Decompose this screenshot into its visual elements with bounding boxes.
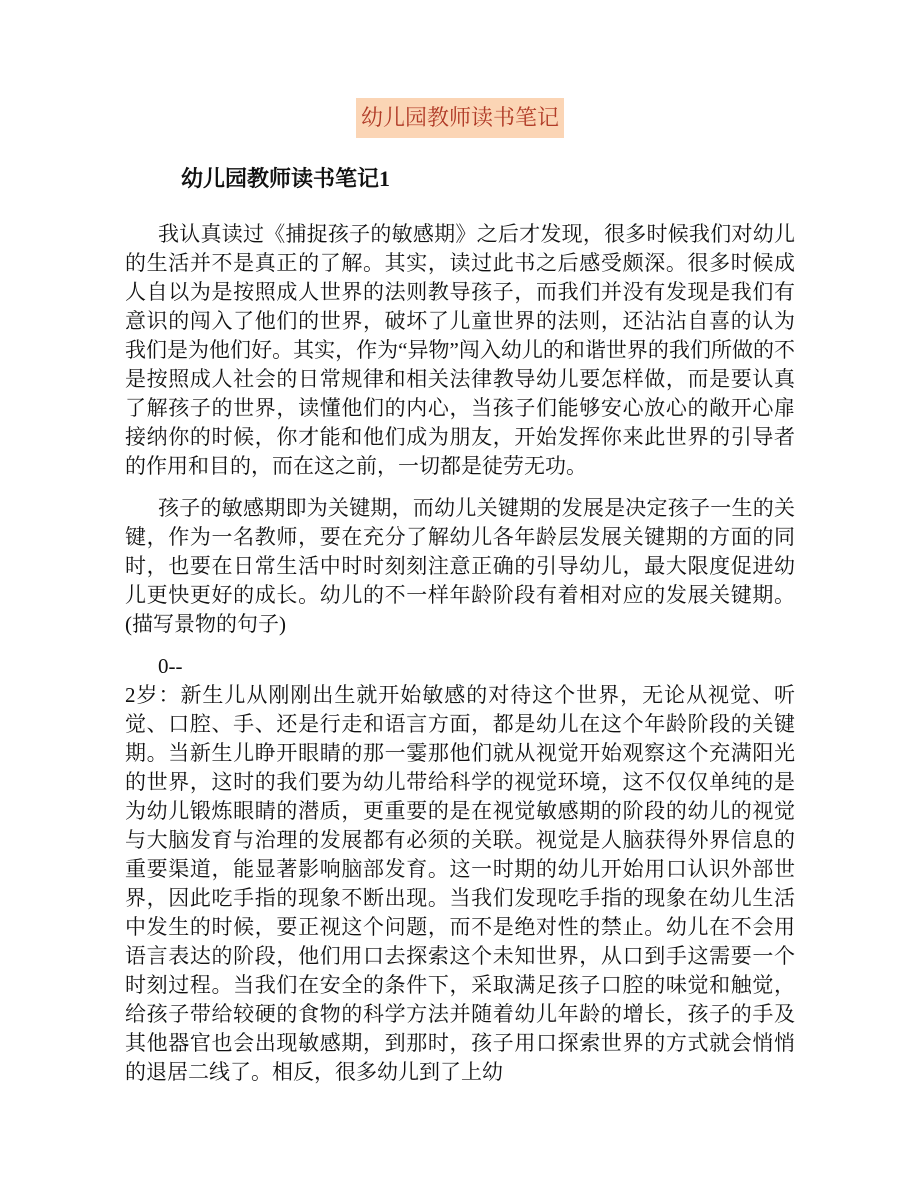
title-line (125, 98, 795, 138)
paragraph: 0-- (158, 654, 183, 678)
document-title: 幼儿园教师读书笔记 (356, 98, 564, 138)
paragraph: 我认真读过《捕捉孩子的敏感期》之后才发现，很多时候我们对幼儿的生活并不是真正的了解。其实，读过此书之后感受颇深。很多时候成人自以为是按照成人世界的法则教导孩子，而我们并没有发现是我们有意识的闯入了他们的世界，破坏了儿童世界的法则，还沾沾自喜的认为我们是为他们好。其实，作为“异物”闯入幼儿的和谐世界的我们所做的不是按照成人社会的日常规律和相关法律教导幼儿要怎样做，而是要认真了解孩子的世界，读懂他们的内心，当孩子们能够安心放心的敞开心扉接纳你的时候，你才能和他们成为朋友，开始发挥你来此世界的引导者的作用和目的，而在这之前，一切都是徒劳无功。 (125, 222, 795, 478)
paragraph: 2岁：新生儿从刚刚出生就开始敏感的对待这个世界，无论从视觉、听觉、口腔、手、还是行走和语言方面，都是幼儿在这个年龄阶段的关键期。当新生儿睁开眼睛的那一霎那他们就从视觉开始观察这个充满阳光的世界，这时的我们要为幼儿带给科学的视觉环境，这不仅仅单纯的是为幼儿锻炼眼睛的潜质，更重要的是在视觉敏感期的阶段的幼儿的视觉与大脑发育与治理的发展都有必须的关联。视觉是人脑获得外界信息的重要渠道，能显著影响脑部发育。这一时期的幼儿开始用口认识外部世界，因此吃手指的现象不断出现。当我们发现吃手指的现象在幼儿生活中发生的时候，要正视这个问题，而不是绝对性的禁止。幼儿在不会用语言表达的阶段，他们用口去探索这个未知世界，从口到手这需要一个时刻过程。当我们在安全的条件下，采取满足孩子口腔的味觉和触觉，给孩子带给较硬的食物的科学方法并随着幼儿年龄的增长，孩子的手及其他器官也会出现敏感期，到那时，孩子用口探索世界的方式就会悄悄的退居二线了。相反，很多幼儿到了上幼 (125, 683, 795, 1084)
paragraph: 孩子的敏感期即为关键期，而幼儿关键期的发展是决定孩子一生的关键，作为一名教师，要在充分了解幼儿各年龄层发展关键期的方面的同时，也要在日常生活中时时刻刻注意正确的引导幼儿，最大限度促进幼儿更快更好的成长。幼儿的不一样年龄阶段有着相对应的发展关键期。(描写景物的句子) (125, 496, 795, 636)
section-heading: 幼儿园教师读书笔记1 (181, 166, 391, 191)
